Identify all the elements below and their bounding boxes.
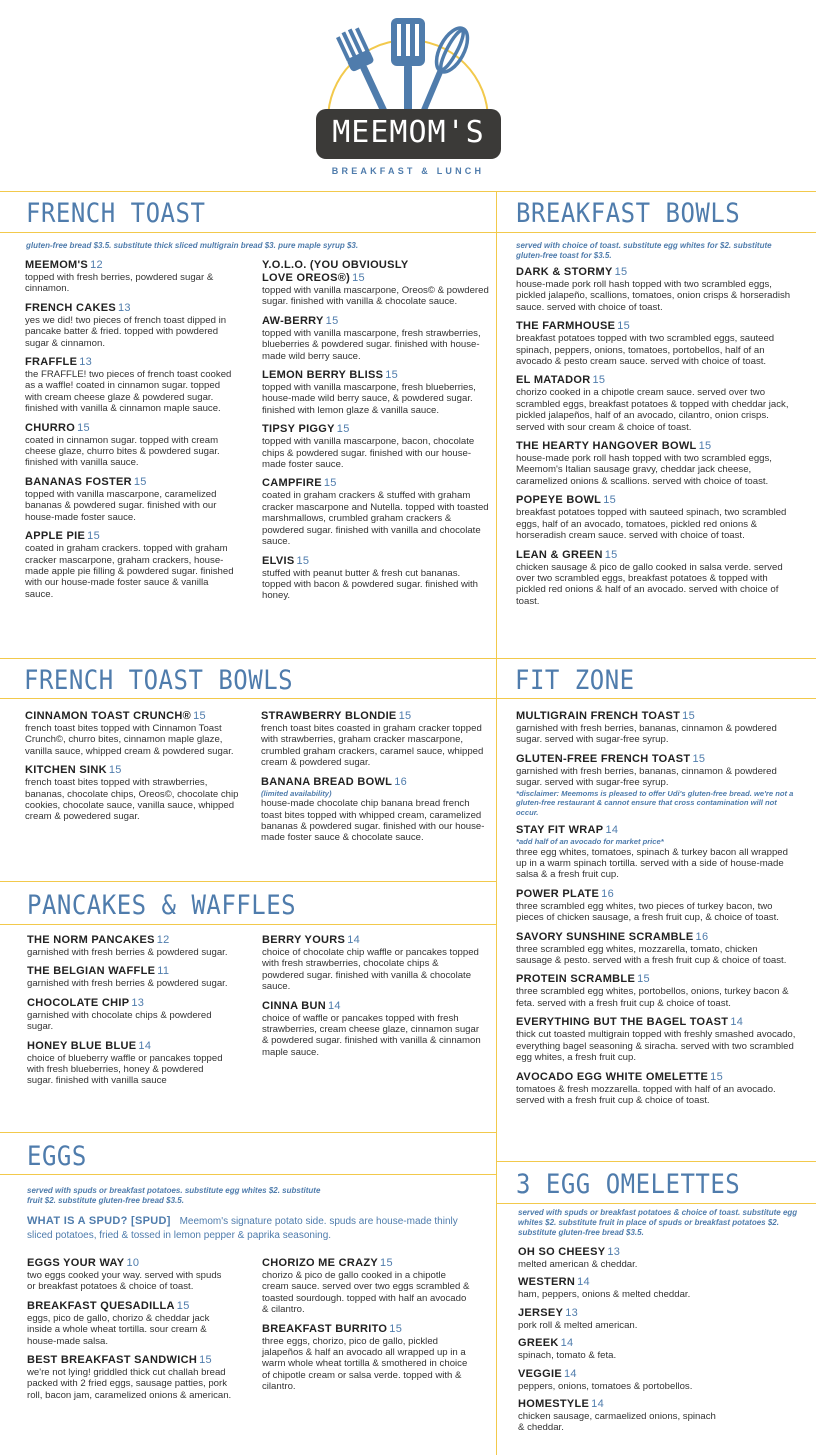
item-description: topped with vanilla mascarpone, Oreos© & powdered sugar. finished with vanilla & chocolate sauce.	[262, 285, 489, 308]
divider	[496, 191, 497, 1455]
item-description: breakfast potatoes topped with two scrambled eggs, sauteed spinach, peppers, onions, tomatoes, portobellos, half of an avocado & pesto cream sauce. served with choice of toast.	[516, 333, 775, 368]
item-price: 15	[336, 423, 350, 436]
eggs-left-column	[27, 1257, 232, 1408]
menu-item	[262, 1000, 482, 1059]
item-description: ham, peppers, onions & melted cheddar.	[518, 1289, 691, 1301]
brand-tagline: BREAKFAST & LUNCH	[331, 166, 485, 176]
item-description: three scrambled egg whites, mozzarella, tomato, chicken sausage & pesto. served with a fresh fruit cup & choice of toast.	[516, 943, 787, 967]
item-description: chorizo & pico de gallo cooked in a chipotle cream sauce. served over two eggs scrambled & toasted sourdough. topped with half an avocado & cilantro.	[262, 1270, 470, 1316]
item-name: LEMON BERRY BLISS	[262, 369, 384, 382]
item-name: CHURRO	[25, 421, 76, 434]
item-description: topped with vanilla mascarpone, fresh strawberries, blueberries & powdered sugar. finished with house-made wild berry sauce.	[262, 327, 481, 362]
section-note: served with spuds or breakfast potatoes & choice of toast. substitute egg whites $2. substitute fruit in place of spuds or breakfast potatoes $2. substitute gluten-free bread $3.5.	[518, 1208, 798, 1237]
menu-item	[25, 530, 235, 600]
item-description: three eggs, chorizo, pico de gallo, pickled jalapeños & half an avocado all wrapped up in a warm whole wheat tortilla & smothered in choice of chipotle cream or salsa verde. topped with & cilantro.	[262, 1335, 468, 1393]
french-toast-right-column	[262, 259, 490, 609]
item-price: 15	[176, 1299, 190, 1312]
item-description: stuffed with peanut butter & fresh cut bananas. topped with bacon & powdered sugar. finished with honey.	[262, 567, 478, 602]
item-description: eggs, pico de gallo, chorizo & cheddar jack inside a whole wheat tortilla. sour cream & house-made salsa.	[27, 1312, 210, 1347]
item-price: 15	[637, 973, 650, 986]
item-price: 13	[118, 301, 131, 314]
item-name: EGGS YOUR WAY	[27, 1257, 125, 1269]
divider	[0, 232, 816, 233]
item-price: 14	[138, 1039, 152, 1052]
menu-item	[516, 824, 796, 881]
item-name: AVOCADO EGG WHITE OMELETTE	[516, 1070, 709, 1083]
divider	[0, 698, 816, 699]
item-description: house-made pork roll hash topped with two scrambled eggs, pickled jalapeño, scallions, tomatoes, onion crisps & horseradish sauce. served with choice of toast.	[516, 279, 791, 313]
item-description: spinach, tomato & feta.	[518, 1350, 617, 1362]
item-description: chorizo cooked in a chipotle cream sauce. served over two scrambled eggs, breakfast potatoes & topped with cheddar jack, pickled jalapeños, half of an avocado, cilantro, onion crisps. served with sour cream & choice of toast.	[516, 387, 789, 433]
item-description: tomatoes & fresh mozzarella. topped with half of an avocado. served with a fresh fruit cup & choice of toast.	[516, 1083, 776, 1106]
section-note: served with spuds or breakfast potatoes. substitute egg whites $2. substitute fruit $2. substitute gluten-free bread $3.5.	[27, 1186, 321, 1205]
item-description: topped with vanilla mascarpone, caramelized bananas & powdered sugar. finished with our house-made foster sauce.	[25, 488, 217, 523]
item-price: 13	[607, 1246, 621, 1258]
menu-item	[27, 1354, 232, 1401]
item-name: AW-BERRY	[262, 314, 324, 327]
spud-explainer	[27, 1214, 477, 1242]
section-note: gluten-free bread $3.5. substitute thick sliced multigrain bread $3. pure maple syrup $3.	[26, 241, 359, 250]
item-price: 15	[614, 266, 628, 278]
item-price: 12	[156, 934, 170, 946]
item-price: 12	[90, 259, 103, 271]
menu-item	[518, 1368, 798, 1392]
item-description: house-made pork roll hash topped with two scrambled eggs, Meemom's Italian sausage gravy, cheddar jack cheese, caramelized onions & scallions. served with choice of toast.	[516, 453, 772, 487]
item-description: melted american & cheddar.	[518, 1259, 638, 1270]
item-description: three egg whites, tomatoes, spinach & turkey bacon all wrapped up in a warm spinach tortilla. served with a side of house-made salsa & a fresh fruit cup.	[516, 846, 788, 881]
menu-item	[262, 259, 490, 308]
item-description: three scrambled egg whites, portobellos, onions, turkey bacon & feta. served with a fresh fruit cup & choice of toast.	[516, 986, 789, 1009]
menu-item	[262, 315, 490, 362]
section-title-french-toast: FRENCH TOAST	[26, 198, 206, 229]
item-description: pork roll & melted american.	[518, 1319, 638, 1331]
menu-item	[262, 423, 490, 470]
item-description: yes we did! two pieces of french toast dipped in pancake batter & fried. topped with powdered sugar & cinnamon.	[25, 314, 227, 349]
divider	[0, 924, 496, 925]
item-description: breakfast potatoes topped with sauteed spinach, two scrambled eggs, half of an avocado, tomatoes, pickled red onions & horseradish cream sauce. served with choice of toast.	[516, 507, 787, 542]
french-toast-bowls-right-column	[261, 710, 486, 851]
menu-item	[25, 476, 235, 523]
menu-item	[27, 934, 232, 958]
item-name: THE FARMHOUSE	[516, 320, 616, 333]
item-name: POWER PLATE	[516, 887, 600, 900]
item-description: garnished with fresh berries & powdered sugar.	[27, 978, 228, 990]
item-name: BANANAS FOSTER	[25, 475, 132, 488]
spud-title: WHAT IS A SPUD? [SPUD]	[27, 1215, 171, 1227]
menu-item	[262, 555, 490, 602]
eggs-right-column	[262, 1257, 472, 1400]
item-price: 16	[695, 930, 709, 943]
menu-item	[262, 934, 482, 993]
menu-item	[516, 374, 796, 433]
menu-item	[25, 302, 235, 349]
brand-name: MEEMOM'S	[332, 115, 485, 150]
menu-item	[518, 1246, 798, 1270]
item-price: 15	[193, 710, 206, 722]
item-price: 15	[87, 530, 101, 543]
pancakes-left-column	[27, 934, 232, 1094]
item-name: CINNAMON TOAST CRUNCH®	[25, 710, 192, 722]
item-name: CHORIZO ME CRAZY	[262, 1257, 379, 1269]
item-price: 14	[577, 1276, 590, 1289]
item-description: garnished with fresh berries, bananas, cinnamon & powdered sugar. served with sugar-free syrup.	[516, 723, 777, 746]
menu-item	[261, 710, 486, 769]
item-price: 15	[108, 764, 122, 777]
item-price: 15	[682, 710, 695, 722]
item-description: choice of waffle or pancakes topped with fresh strawberries, cream cheese glaze, cinnamon sugar & powdered sugar. finished with vanilla & cinnamon maple sauce.	[262, 1012, 481, 1058]
item-price: 15	[692, 752, 706, 765]
item-description: thick cut toasted multigrain topped with freshly smashed avocado, everything bagel seasoning & siracha. served with two scrambled egg whites, a fresh fruit cup.	[516, 1029, 796, 1064]
item-name: FRAFFLE	[25, 356, 78, 369]
item-name: HOMESTYLE	[518, 1398, 590, 1411]
item-description: chicken sausage & pico de gallo cooked in salsa verde. served over two scrambled eggs, breakfast potatoes & topped with pickled red onions & half of an avocado. served with choice of toast.	[516, 561, 783, 607]
item-price: 15	[603, 494, 617, 507]
menu-item	[516, 753, 796, 817]
item-price: 13	[79, 356, 93, 369]
item-price: 15	[380, 1257, 393, 1269]
item-note: (limited availability)	[261, 788, 332, 798]
item-name: STRAWBERRY BLONDIE	[261, 710, 397, 722]
item-name: PROTEIN SCRAMBLE	[516, 973, 636, 986]
menu-item	[262, 477, 490, 547]
menu-item	[27, 965, 232, 989]
item-name: OH SO CHEESY	[518, 1246, 606, 1258]
item-price: 15	[325, 314, 339, 327]
item-name: EVERYTHING BUT THE BAGEL TOAST	[516, 1016, 729, 1029]
menu-item	[27, 997, 232, 1033]
item-description: peppers, onions, tomatoes & portobellos.	[518, 1380, 693, 1392]
menu-item	[516, 888, 796, 924]
item-description: french toast bites topped with strawberries, bananas, chocolate chips, Oreos©, chocolate chip cookies, chocolate sauce, vanilla sauce, whipped cream & powedered sugar.	[25, 777, 239, 823]
item-description: coated in cinnamon sugar. topped with cream cheese glaze, churro bites & powdered sugar. finished with vanilla sauce.	[25, 434, 220, 469]
menu-item	[516, 1071, 796, 1107]
item-note: *disclaimer: Meemoms is pleased to offer Udi's gluten-free bread. we're not a gluten-free restaurant & cannot ensure that cross contamination will not occur.	[516, 788, 794, 817]
menu-item	[518, 1337, 798, 1361]
item-name: WESTERN	[518, 1276, 576, 1289]
menu-item	[262, 1323, 472, 1393]
omelettes-column	[518, 1246, 798, 1434]
item-name: Y.O.L.O. (YOU OBVIOUSLY LOVE OREOS®)	[262, 259, 409, 284]
item-price: 14	[328, 999, 341, 1012]
item-price: 14	[591, 1398, 604, 1411]
item-price: 15	[385, 369, 399, 382]
french-toast-bowls-left-column	[25, 710, 247, 830]
item-name: APPLE PIE	[25, 530, 86, 543]
divider	[496, 1203, 816, 1204]
item-price: 13	[565, 1306, 579, 1319]
item-name: CINNA BUN	[262, 999, 327, 1012]
section-title-omelettes: 3 EGG OMELETTES	[516, 1169, 741, 1200]
menu-item	[516, 266, 796, 313]
item-note: *add half of an avocado for market price*	[516, 837, 664, 847]
menu-item	[25, 356, 235, 415]
item-name: KITCHEN SINK	[25, 764, 107, 777]
item-name: LEAN & GREEN	[516, 548, 603, 561]
section-title-fit-zone: FIT ZONE	[515, 665, 635, 696]
item-description: we're not lying! griddled thick cut challah bread packed with 2 fried eggs, sausage patties, pork roll, bacon jam, caramelized onions & american.	[27, 1367, 232, 1401]
item-description: coated in graham crackers. topped with graham cracker mascarpone, graham crackers, house-made apple pie filling & powdered sugar. finished with our house-made foster sauce & vanilla sauce.	[25, 543, 234, 600]
item-name: BREAKFAST QUESADILLA	[27, 1299, 175, 1312]
item-name: BEST BREAKFAST SANDWICH	[27, 1354, 198, 1367]
section-title-eggs: EGGS	[27, 1141, 87, 1172]
item-price: 10	[126, 1257, 140, 1269]
item-name: BREAKFAST BURRITO	[262, 1322, 388, 1335]
item-price: 16	[601, 887, 614, 900]
menu-item	[516, 1016, 796, 1063]
menu-item	[27, 1257, 232, 1293]
spud-description: Meemom's signature potato side. spuds are house-made thinly sliced potatoes, fried & tossed in lemon pepper & paprika seasoning.	[27, 1216, 458, 1241]
item-price: 15	[133, 475, 147, 488]
item-price: 15	[617, 320, 631, 333]
menu-item	[516, 973, 796, 1009]
item-description: garnished with fresh berries, bananas, cinnamon & powdered sugar. served with sugar-free syrup.	[516, 765, 777, 789]
menu-item	[516, 931, 796, 967]
item-description: choice of chocolate chip waffle or pancakes topped with fresh strawberries, chocolate chips & powdered sugar. finished with vanilla & chocolate sauce.	[262, 947, 479, 993]
item-price: 15	[398, 710, 412, 722]
menu-item	[518, 1398, 718, 1434]
section-title-pancakes-waffles: PANCAKES & WAFFLES	[27, 890, 297, 921]
item-price: 15	[323, 477, 337, 490]
menu-item	[518, 1307, 798, 1331]
item-description: topped with fresh berries, powdered sugar & cinnamon.	[25, 272, 214, 295]
divider	[0, 1174, 496, 1175]
item-name: POPEYE BOWL	[516, 494, 602, 507]
menu-item	[27, 1300, 232, 1347]
menu-item	[261, 776, 486, 844]
menu-item	[25, 422, 235, 469]
menu-item	[262, 1257, 472, 1316]
item-price: 15	[592, 374, 606, 387]
item-price: 14	[560, 1337, 574, 1350]
item-name: DARK & STORMY	[516, 266, 613, 278]
item-description: house-made chocolate chip banana bread french toast bites topped with whipped cream, caramelized bananas & powdered sugar. finished with our house-made foster sauce & chocolate sauce.	[261, 798, 485, 844]
item-description: choice of blueberry waffle or pancakes topped with fresh blueberries, honey & powdered sugar. finished with vanilla sauce	[27, 1052, 223, 1087]
item-name: GREEK	[518, 1337, 559, 1350]
spatula-icon	[391, 18, 425, 122]
item-name: CHOCOLATE CHIP	[27, 996, 130, 1009]
item-description: garnished with chocolate chips & powdered sugar.	[27, 1009, 212, 1033]
item-price: 14	[605, 824, 619, 837]
item-price: 13	[131, 996, 145, 1009]
item-name: TIPSY PIGGY	[262, 423, 335, 436]
item-description: chicken sausage, carmaelized onions, spinach & cheddar.	[518, 1411, 716, 1434]
fit-zone-column	[516, 710, 796, 1113]
item-name: MULTIGRAIN FRENCH TOAST	[516, 710, 681, 722]
item-description: the FRAFFLE! two pieces of french toast cooked as a waffle! coated in cinnamon sugar. topped with cream cheese glaze & powdered sugar. finished with vanilla & cinnamon maple sauce.	[25, 369, 232, 415]
item-description: garnished with fresh berries & powdered sugar.	[27, 947, 228, 958]
item-description: topped with vanilla mascarpone, bacon, chocolate chips & powdered sugar. finished with our house-made foster sauce.	[262, 436, 475, 471]
item-name: GLUTEN-FREE FRENCH TOAST	[516, 752, 691, 765]
item-price: 11	[157, 965, 170, 978]
item-name: JERSEY	[518, 1306, 564, 1319]
item-price: 15	[77, 421, 90, 434]
item-price: 15	[296, 554, 310, 567]
item-name: STAY FIT WRAP	[516, 824, 604, 837]
item-price: 15	[352, 272, 365, 284]
menu-item	[516, 549, 796, 608]
menu-item	[25, 764, 247, 823]
menu-item	[518, 1276, 798, 1300]
item-name: VEGGIE	[518, 1367, 562, 1380]
item-description: french toast bites topped with Cinnamon Toast Crunch©, churro bites, cinnamon maple glaze, vanilla sauce, whipped cream & powdered sugar.	[25, 723, 234, 757]
logo-nameplate	[316, 109, 501, 159]
item-name: CAMPFIRE	[262, 477, 322, 490]
item-price: 15	[199, 1354, 212, 1367]
item-description: french toast bites coasted in graham cracker topped with strawberries, graham cracker mascarpone, crumbled graham crackers, caramel sauce, whipped cream & powdered sugar.	[261, 723, 484, 769]
divider	[496, 1161, 816, 1162]
menu-item	[516, 320, 796, 367]
item-price: 15	[389, 1322, 403, 1335]
french-toast-left-column	[25, 259, 235, 607]
menu-item	[516, 710, 796, 746]
divider	[0, 1132, 496, 1133]
menu-item	[516, 494, 796, 541]
item-name: ELVIS	[262, 554, 295, 567]
menu-item	[25, 259, 235, 295]
divider	[0, 881, 496, 882]
item-name: THE NORM PANCAKES	[27, 934, 155, 946]
item-name: HONEY BLUE BLUE	[27, 1039, 137, 1052]
pancakes-right-column	[262, 934, 482, 1065]
menu-item	[516, 440, 796, 487]
breakfast-bowls-column	[516, 266, 796, 614]
item-price: 15	[710, 1070, 723, 1083]
item-name: THE HEARTY HANGOVER BOWL	[516, 440, 697, 453]
item-price: 15	[604, 548, 618, 561]
item-price: 16	[394, 775, 408, 788]
item-name: MEEMOM'S	[25, 259, 89, 271]
divider	[0, 191, 816, 192]
item-name: EL MATADOR	[516, 374, 591, 387]
item-price: 15	[698, 440, 712, 453]
item-name: BERRY YOURS	[262, 934, 346, 946]
item-price: 14	[563, 1367, 577, 1380]
item-description: coated in graham crackers & stuffed with graham cracker mascarpone and Nutella. topped with toasted marshmallows, crumbled graham crackers & powdered sugar. finished with vanilla and chocolate sauce.	[262, 490, 489, 548]
item-name: FRENCH CAKES	[25, 301, 116, 314]
item-name: THE BELGIAN WAFFLE	[27, 965, 156, 978]
menu-item	[25, 710, 247, 757]
menu-item	[27, 1040, 232, 1087]
section-title-breakfast-bowls: BREAKFAST BOWLS	[516, 198, 741, 229]
section-title-french-toast-bowls: FRENCH TOAST BOWLS	[24, 665, 294, 696]
item-description: topped with vanilla mascarpone, fresh blueberries, house-made wild berry sauce, & powdered sugar. finished with lemon glaze & vanilla sauce.	[262, 382, 476, 416]
section-note: served with choice of toast. substitute egg whites for $2. substitute gluten-free toast for $3.5.	[516, 241, 772, 260]
menu-item	[262, 369, 490, 416]
item-price: 14	[347, 934, 361, 946]
divider	[0, 658, 816, 659]
item-name: SAVORY SUNSHINE SCRAMBLE	[516, 930, 694, 943]
item-description: two eggs cooked your way. served with spuds or breakfast potatoes & choice of toast.	[27, 1270, 222, 1293]
item-description: three scrambled egg whites, two pieces of turkey bacon, two pieces of chicken sausage, a fresh fruit cup, & choice of toast.	[516, 900, 779, 924]
item-name: BANANA BREAD BOWL	[261, 775, 393, 788]
item-price: 14	[730, 1016, 744, 1029]
